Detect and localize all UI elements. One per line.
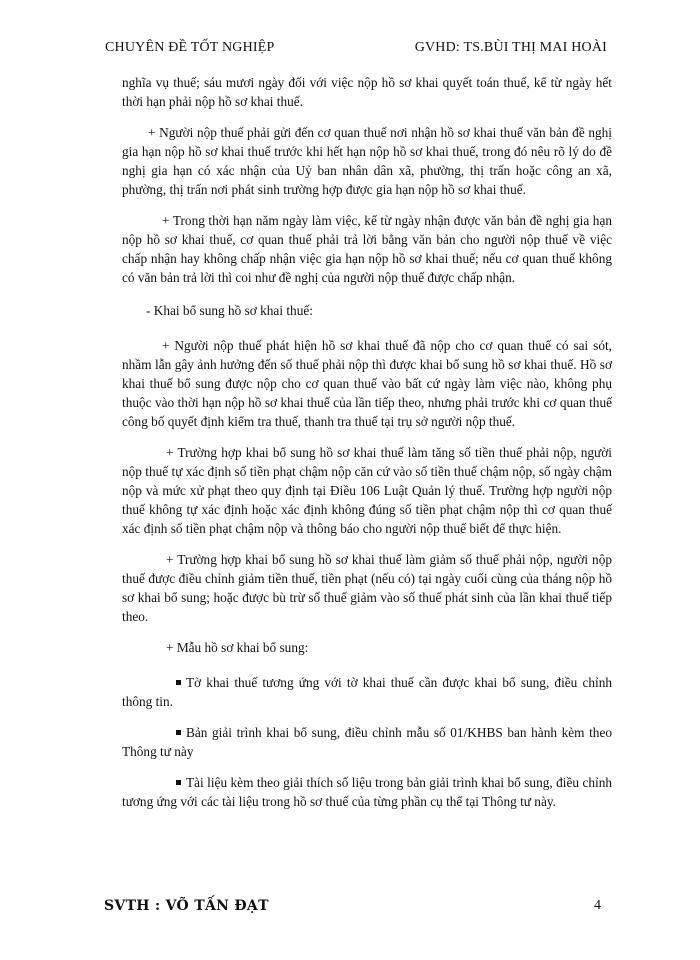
square-bullet-icon: [176, 680, 181, 685]
paragraph: nghĩa vụ thuế; sáu mươi ngày đối với việc nộp hồ sơ khai quyết toán thuế, kể từ ngày hết thời hạn phải nộp hồ sơ khai thuế.: [122, 75, 612, 109]
paragraph: + Mẫu hồ sơ khai bổ sung:: [166, 640, 309, 655]
header-title: CHUYÊN ĐỀ TỐT NGHIỆP: [105, 40, 275, 55]
square-bullet-icon: [176, 780, 181, 785]
paragraph: + Trường hợp khai bổ sung hồ sơ khai thuế làm giảm số thuế phải nộp, người nộp thuế được điều chỉnh giảm tiền thuế, tiền phạt (nếu có) tại ngày cuối cùng của tháng nộp hồ sơ khai bổ sung; hoặc được bù trừ số thuế giảm vào số thuế phát sinh của lần khai thuế tiếp theo.: [122, 552, 612, 624]
document-body: [122, 73, 612, 823]
header-advisor: GVHD: TS.BÙI THỊ MAI HOÀI: [414, 40, 607, 55]
list-item: [122, 673, 612, 711]
paragraph: + Người nộp thuế phải gửi đến cơ quan thuế nơi nhận hồ sơ khai thuế văn bản đề nghị gia hạn nộp hồ sơ khai thuế trước khi hết hạn nộp hồ sơ khai thuế, trong đó nêu rõ lý do đề nghị gia hạn có xác nhận của Uỷ ban nhân dân xã, phường, thị trấn hoặc công an xã, phường, thị trấn nơi phát sinh trường hợp được gia hạn nộp hồ sơ khai thuế.: [122, 125, 612, 197]
list-item: [122, 723, 612, 761]
list-item-text: Bản giải trình khai bổ sung, điều chỉnh mẫu số 01/KHBS ban hành kèm theo Thông tư này: [122, 725, 612, 759]
paragraph: + Trường hợp khai bổ sung hồ sơ khai thuế làm tăng số tiền thuế phải nộp, người nộp thuế tự xác định số tiền phạt chậm nộp căn cứ vào số tiền thuế chậm nộp, số ngày chậm nộp và mức xử phạt theo quy định tại Điều 106 Luật Quản lý thuế. Trường hợp người nộp thuế không tự xác định hoặc xác định không đúng số tiền phạt chậm nộp thì cơ quan thuế xác định số tiền phạt chậm nộp và thông báo cho người nộp thuế biết để thực hiện.: [122, 445, 612, 536]
list-item-text: Tờ khai thuế tương ứng với tờ khai thuế cần được khai bổ sung, điều chỉnh thông tin.: [122, 675, 612, 709]
list-item-text: Tài liệu kèm theo giải thích số liệu trong bản giải trình khai bổ sung, điều chỉnh tương ứng với các tài liệu trong hồ sơ thuế của từng phần cụ thể tại Thông tư này.: [122, 775, 612, 809]
paragraph: + Trong thời hạn năm ngày làm việc, kể từ ngày nhận được văn bản đề nghị gia hạn nộp hồ sơ khai thuế, cơ quan thuế phải trả lời bằng văn bản cho người nộp thuế về việc chấp nhận hay không chấp nhận việc gia hạn nộp hồ sơ khai thuế; nếu cơ quan thuế không có văn bản trả lời thì coi như đề nghị của người nộp thuế được chấp nhận.: [122, 213, 612, 285]
page-number: 4: [594, 898, 601, 913]
paragraph: + Người nộp thuế phát hiện hồ sơ khai thuế đã nộp cho cơ quan thuế có sai sót, nhầm lẫn gây ảnh hưởng đến số thuế phải nộp thì được khai bổ sung hồ sơ khai thuế. Hồ sơ khai thuế bổ sung được nộp cho cơ quan thuế vào bất cứ ngày làm việc nào, không phụ thuộc vào thời hạn nộp hồ sơ khai thuế của lần tiếp theo, nhưng phải trước khi cơ quan thuế công bố quyết định kiểm tra thuế, thanh tra thuế tại trụ sở người nộp thuế.: [122, 338, 612, 429]
square-bullet-icon: [176, 730, 181, 735]
section-heading: - Khai bổ sung hồ sơ khai thuế:: [146, 303, 313, 318]
list-item: [122, 773, 612, 811]
page-footer: [104, 898, 601, 922]
student-name: SVTH : VÕ TẤN ĐẠT: [104, 898, 269, 914]
